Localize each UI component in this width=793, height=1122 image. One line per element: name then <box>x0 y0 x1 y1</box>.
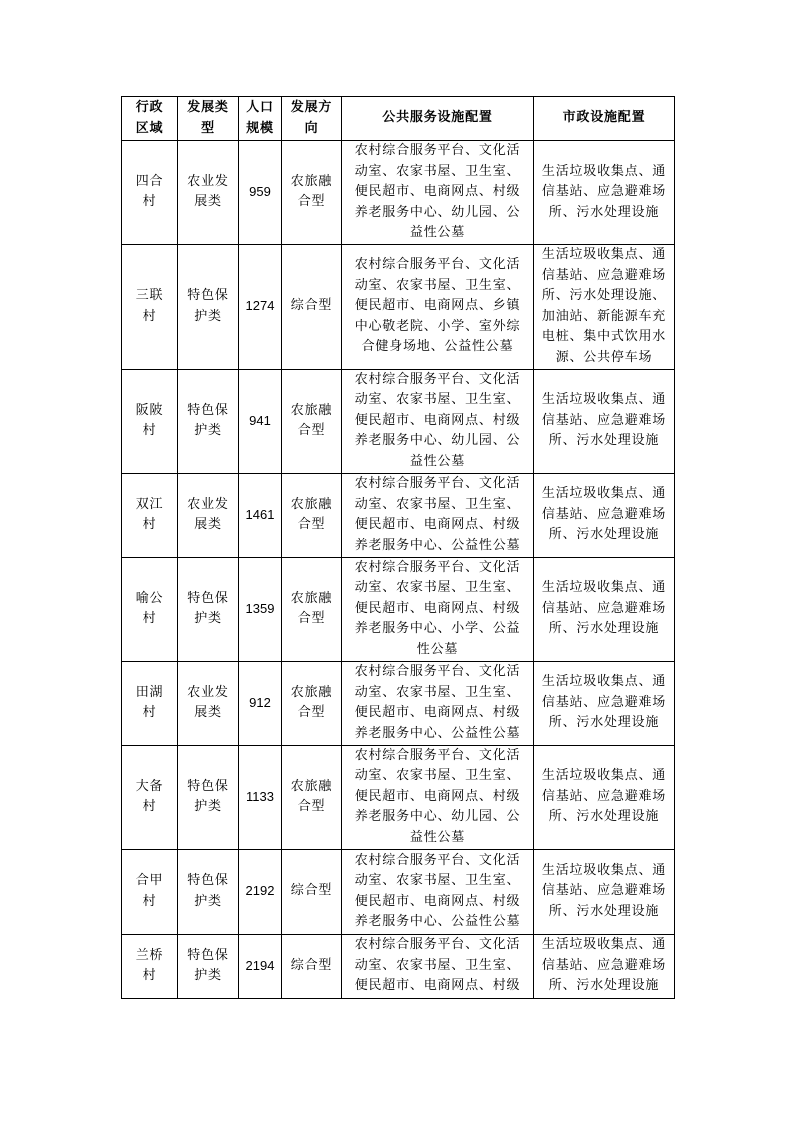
cell-text-line: 生活垃圾收集点、通 <box>541 674 667 690</box>
public-services-cell <box>342 141 534 245</box>
village-cell <box>122 934 178 998</box>
cell-text-line: 动室、农家书屋、卫生室、 <box>354 496 521 512</box>
cell-text-line: 综合型 <box>290 298 333 314</box>
cell-text-line: 护类 <box>194 799 222 814</box>
cell-text-line: 中心敬老院、小学、室外综 <box>354 318 521 334</box>
cell-text-line: 动室、农家书屋、卫生室、 <box>354 277 521 293</box>
cell-text-line: 合型 <box>297 799 326 814</box>
cell-text-line: 912 <box>249 694 271 710</box>
cell-text-line: 便民超市、电商网点、乡镇 <box>354 298 521 314</box>
municipal-facilities-cell <box>534 557 675 661</box>
cell-text-line: 所、污水处理设施 <box>548 978 660 994</box>
cell-text-line: 所、污水处理设施、 <box>541 288 667 303</box>
public-services-cell <box>342 473 534 557</box>
table-row <box>122 745 675 849</box>
cell-text-line: 型 <box>201 120 215 136</box>
public-services-cell <box>342 745 534 849</box>
cell-text-line: 所、污水处理设施 <box>548 715 660 731</box>
cell-text-line: 发展方 <box>290 100 333 115</box>
cell-text-line: 三联 <box>135 288 164 303</box>
cell-text-line: 发展类 <box>187 100 229 115</box>
cell-text-line: 市政设施配置 <box>562 110 646 126</box>
header-village-cell <box>122 97 178 141</box>
cell-text-line: 动室、农家书屋、卫生室、 <box>354 957 521 973</box>
development-direction-cell <box>282 369 342 473</box>
cell-text-line: 1461 <box>245 506 275 522</box>
municipal-facilities-cell <box>534 244 675 369</box>
cell-text-line: 信基站、应急避难场 <box>541 600 667 616</box>
cell-text-line: 生活垃圾收集点、通 <box>541 580 667 596</box>
cell-text-line: 1274 <box>245 298 275 314</box>
cell-text-line: 特色保 <box>187 778 229 794</box>
cell-text-line: 养老服务中心、幼儿园、公 <box>354 433 521 449</box>
development-type-cell <box>178 141 239 245</box>
table-row <box>122 557 675 661</box>
cell-text-line: 兰桥 <box>135 947 164 963</box>
cell-text-line: 四合 <box>135 173 164 189</box>
cell-text-line: 便民超市、电商网点、村级 <box>354 412 521 428</box>
village-cell <box>122 141 178 245</box>
cell-text-line: 便民超市、电商网点、村级 <box>354 788 521 804</box>
population-cell <box>239 745 282 849</box>
cell-text-line: 信基站、应急避难场 <box>541 694 667 710</box>
cell-text-line: 人口 <box>246 100 274 115</box>
cell-text-line: 合型 <box>297 611 326 626</box>
development-type-cell <box>178 934 239 998</box>
table-header <box>122 97 675 141</box>
table-row <box>122 473 675 557</box>
cell-text-line: 2194 <box>245 957 275 973</box>
cell-text-line: 所、污水处理设施 <box>548 204 660 220</box>
cell-text-line: 农村综合服务平台、文化活 <box>354 143 521 158</box>
population-cell <box>239 244 282 369</box>
cell-text-line: 展类 <box>194 517 222 532</box>
cell-text-line: 1133 <box>246 788 274 804</box>
cell-text-line: 生活垃圾收集点、通 <box>541 163 667 179</box>
cell-text-line: 合甲 <box>135 873 164 888</box>
cell-text-line: 特色保 <box>187 873 229 888</box>
cell-text-line: 合型 <box>297 423 326 438</box>
development-direction-cell <box>282 934 342 998</box>
public-services-cell <box>342 557 534 661</box>
cell-text-line: 农村综合服务平台、文化活 <box>354 257 521 273</box>
cell-text-line: 护类 <box>194 893 222 909</box>
header-development-direction-cell <box>282 97 342 141</box>
public-services-cell <box>342 661 534 745</box>
cell-text-line: 养老服务中心、小学、公益 <box>354 621 521 637</box>
table-row <box>122 369 675 473</box>
municipal-facilities-cell <box>534 369 675 473</box>
population-cell <box>239 849 282 934</box>
cell-text-line: 农旅融 <box>290 684 333 700</box>
development-type-cell <box>178 244 239 369</box>
development-direction-cell <box>282 244 342 369</box>
cell-text-line: 益性公墓 <box>409 453 466 469</box>
cell-text-line: 源、公共停车场 <box>555 349 653 365</box>
village-cell <box>122 557 178 661</box>
cell-text-line: 信基站、应急避难场 <box>541 957 667 973</box>
cell-text-line: 村 <box>142 423 157 438</box>
cell-text-line: 动室、农家书屋、卫生室、 <box>354 768 521 784</box>
table-row <box>122 244 675 369</box>
cell-text-line: 便民超市、电商网点、村级 <box>354 517 521 532</box>
cell-text-line: 合型 <box>297 705 326 720</box>
cell-text-line: 生活垃圾收集点、通 <box>541 486 667 502</box>
cell-text-line: 农村综合服务平台、文化活 <box>354 852 521 868</box>
development-direction-cell <box>282 557 342 661</box>
municipal-facilities-cell <box>534 141 675 245</box>
cell-text-line: 加油站、新能源车充 <box>541 308 667 324</box>
development-type-cell <box>178 557 239 661</box>
cell-text-line: 护类 <box>194 308 222 324</box>
cell-text-line: 综合型 <box>290 883 333 899</box>
cell-text-line: 信基站、应急避难场 <box>541 267 667 283</box>
village-cell <box>122 244 178 369</box>
cell-text-line: 动室、农家书屋、卫生室、 <box>354 580 521 596</box>
cell-text-line: 特色保 <box>187 402 229 418</box>
cell-text-line: 便民超市、电商网点、村级 <box>354 184 521 199</box>
cell-text-line: 便民超市、电商网点、村级 <box>354 600 521 616</box>
cell-text-line: 阪陂 <box>135 402 164 418</box>
cell-text-line: 特色保 <box>187 590 229 606</box>
cell-text-line: 动室、农家书屋、卫生室、 <box>354 684 521 700</box>
municipal-facilities-cell <box>534 661 675 745</box>
population-cell <box>239 369 282 473</box>
development-type-cell <box>178 661 239 745</box>
development-type-cell <box>178 369 239 473</box>
cell-text-line: 农村综合服务平台、文化活 <box>354 559 521 575</box>
cell-text-line: 生活垃圾收集点、通 <box>541 247 667 262</box>
cell-text-line: 农村综合服务平台、文化活 <box>354 664 521 679</box>
cell-text-line: 益性公墓 <box>409 829 466 845</box>
table-row <box>122 849 675 934</box>
cell-text-line: 养老服务中心、公益性公墓 <box>354 914 521 929</box>
cell-text-line: 农村综合服务平台、文化活 <box>354 371 521 387</box>
header-row <box>122 97 675 141</box>
table-row <box>122 661 675 745</box>
development-direction-cell <box>282 661 342 745</box>
cell-text-line: 农村综合服务平台、文化活 <box>354 476 521 491</box>
cell-text-line: 动室、农家书屋、卫生室、 <box>354 163 521 179</box>
cell-text-line: 大备 <box>135 778 164 794</box>
cell-text-line: 农旅融 <box>290 496 333 512</box>
cell-text-line: 941 <box>249 412 271 428</box>
development-direction-cell <box>282 473 342 557</box>
cell-text-line: 信基站、应急避难场 <box>541 788 667 804</box>
header-public-services-cell <box>342 97 534 141</box>
cell-text-line: 特色保 <box>187 947 229 963</box>
cell-text-line: 所、污水处理设施 <box>548 621 660 637</box>
cell-text-line: 向 <box>304 120 319 136</box>
cell-text-line: 区域 <box>135 120 164 136</box>
cell-text-line: 信基站、应急避难场 <box>541 412 667 428</box>
population-cell <box>239 934 282 998</box>
cell-text-line: 所、污水处理设施 <box>548 527 660 543</box>
public-services-cell <box>342 369 534 473</box>
public-services-cell <box>342 244 534 369</box>
cell-text-line: 村 <box>142 705 157 720</box>
cell-text-line: 信基站、应急避难场 <box>541 883 667 899</box>
cell-text-line: 村 <box>142 194 157 210</box>
header-population-cell <box>239 97 282 141</box>
municipal-facilities-cell <box>534 934 675 998</box>
village-cell <box>122 369 178 473</box>
cell-text-line: 所、污水处理设施 <box>548 903 660 919</box>
cell-text-line: 2192 <box>245 883 275 899</box>
municipal-facilities-cell <box>534 745 675 849</box>
cell-text-line: 双江 <box>135 496 164 512</box>
village-cell <box>122 473 178 557</box>
cell-text-line: 村 <box>142 893 157 909</box>
cell-text-line: 合型 <box>297 194 326 210</box>
cell-text-line: 1359 <box>245 600 275 616</box>
village-cell <box>122 849 178 934</box>
cell-text-line: 合型 <box>297 517 326 532</box>
cell-text-line: 养老服务中心、公益性公墓 <box>354 725 521 741</box>
population-cell <box>239 661 282 745</box>
cell-text-line: 便民超市、电商网点、村级 <box>354 893 521 909</box>
cell-text-line: 综合型 <box>290 957 333 973</box>
cell-text-line: 村 <box>142 611 157 626</box>
cell-text-line: 所、污水处理设施 <box>548 433 660 449</box>
municipal-facilities-cell <box>534 473 675 557</box>
table-row <box>122 141 675 245</box>
population-cell <box>239 473 282 557</box>
cell-text-line: 农旅融 <box>290 173 333 189</box>
development-direction-cell <box>282 141 342 245</box>
public-services-cell <box>342 934 534 998</box>
cell-text-line: 电桩、集中式饮用水 <box>541 329 667 344</box>
cell-text-line: 动室、农家书屋、卫生室、 <box>354 392 521 408</box>
cell-text-line: 信基站、应急避难场 <box>541 184 667 199</box>
development-direction-cell <box>282 849 342 934</box>
cell-text-line: 性公墓 <box>416 641 459 657</box>
development-direction-cell <box>282 745 342 849</box>
municipal-facilities-cell <box>534 849 675 934</box>
cell-text-line: 信基站、应急避难场 <box>541 506 667 522</box>
village-cell <box>122 745 178 849</box>
cell-text-line: 便民超市、电商网点、村级 <box>354 705 521 720</box>
cell-text-line: 农旅融 <box>290 778 333 794</box>
cell-text-line: 护类 <box>194 968 222 983</box>
population-cell <box>239 141 282 245</box>
cell-text-line: 便民超市、电商网点、村级 <box>354 978 521 994</box>
header-development-type-cell <box>178 97 239 141</box>
cell-text-line: 合健身场地、公益性公墓 <box>361 339 514 355</box>
cell-text-line: 生活垃圾收集点、通 <box>541 392 667 408</box>
village-facility-table <box>121 96 675 999</box>
cell-text-line: 展类 <box>194 705 222 720</box>
table-row <box>122 934 675 998</box>
development-type-cell <box>178 745 239 849</box>
public-services-cell <box>342 849 534 934</box>
cell-text-line: 生活垃圾收集点、通 <box>541 937 667 953</box>
cell-text-line: 农业发 <box>187 684 229 700</box>
cell-text-line: 农村综合服务平台、文化活 <box>354 747 521 763</box>
cell-text-line: 农业发 <box>187 496 229 512</box>
cell-text-line: 展类 <box>194 194 222 210</box>
cell-text-line: 959 <box>249 184 271 199</box>
cell-text-line: 养老服务中心、幼儿园、公 <box>354 809 521 825</box>
development-type-cell <box>178 849 239 934</box>
population-cell <box>239 557 282 661</box>
table-body <box>122 141 675 999</box>
cell-text-line: 生活垃圾收集点、通 <box>541 862 667 878</box>
cell-text-line: 农旅融 <box>290 402 333 418</box>
cell-text-line: 田湖 <box>135 684 164 700</box>
cell-text-line: 生活垃圾收集点、通 <box>541 768 667 784</box>
cell-text-line: 特色保 <box>187 288 229 303</box>
village-cell <box>122 661 178 745</box>
cell-text-line: 益性公墓 <box>409 225 466 240</box>
cell-text-line: 村 <box>142 517 157 532</box>
cell-text-line: 喻公 <box>135 590 164 606</box>
development-type-cell <box>178 473 239 557</box>
cell-text-line: 规模 <box>246 120 274 136</box>
cell-text-line: 农旅融 <box>290 590 333 606</box>
cell-text-line: 所、污水处理设施 <box>548 809 660 825</box>
cell-text-line: 动室、农家书屋、卫生室、 <box>354 873 521 888</box>
cell-text-line: 农业发 <box>187 173 229 189</box>
cell-text-line: 养老服务中心、幼儿园、公 <box>354 204 521 220</box>
cell-text-line: 护类 <box>194 611 222 626</box>
header-municipal-facilities-cell <box>534 97 675 141</box>
cell-text-line: 村 <box>142 799 157 814</box>
cell-text-line: 农村综合服务平台、文化活 <box>354 937 521 953</box>
cell-text-line: 养老服务中心、公益性公墓 <box>354 537 521 553</box>
cell-text-line: 护类 <box>194 423 222 438</box>
cell-text-line: 公共服务设施配置 <box>382 110 493 126</box>
cell-text-line: 行政 <box>135 100 164 115</box>
cell-text-line: 村 <box>142 308 157 324</box>
cell-text-line: 村 <box>142 968 157 983</box>
